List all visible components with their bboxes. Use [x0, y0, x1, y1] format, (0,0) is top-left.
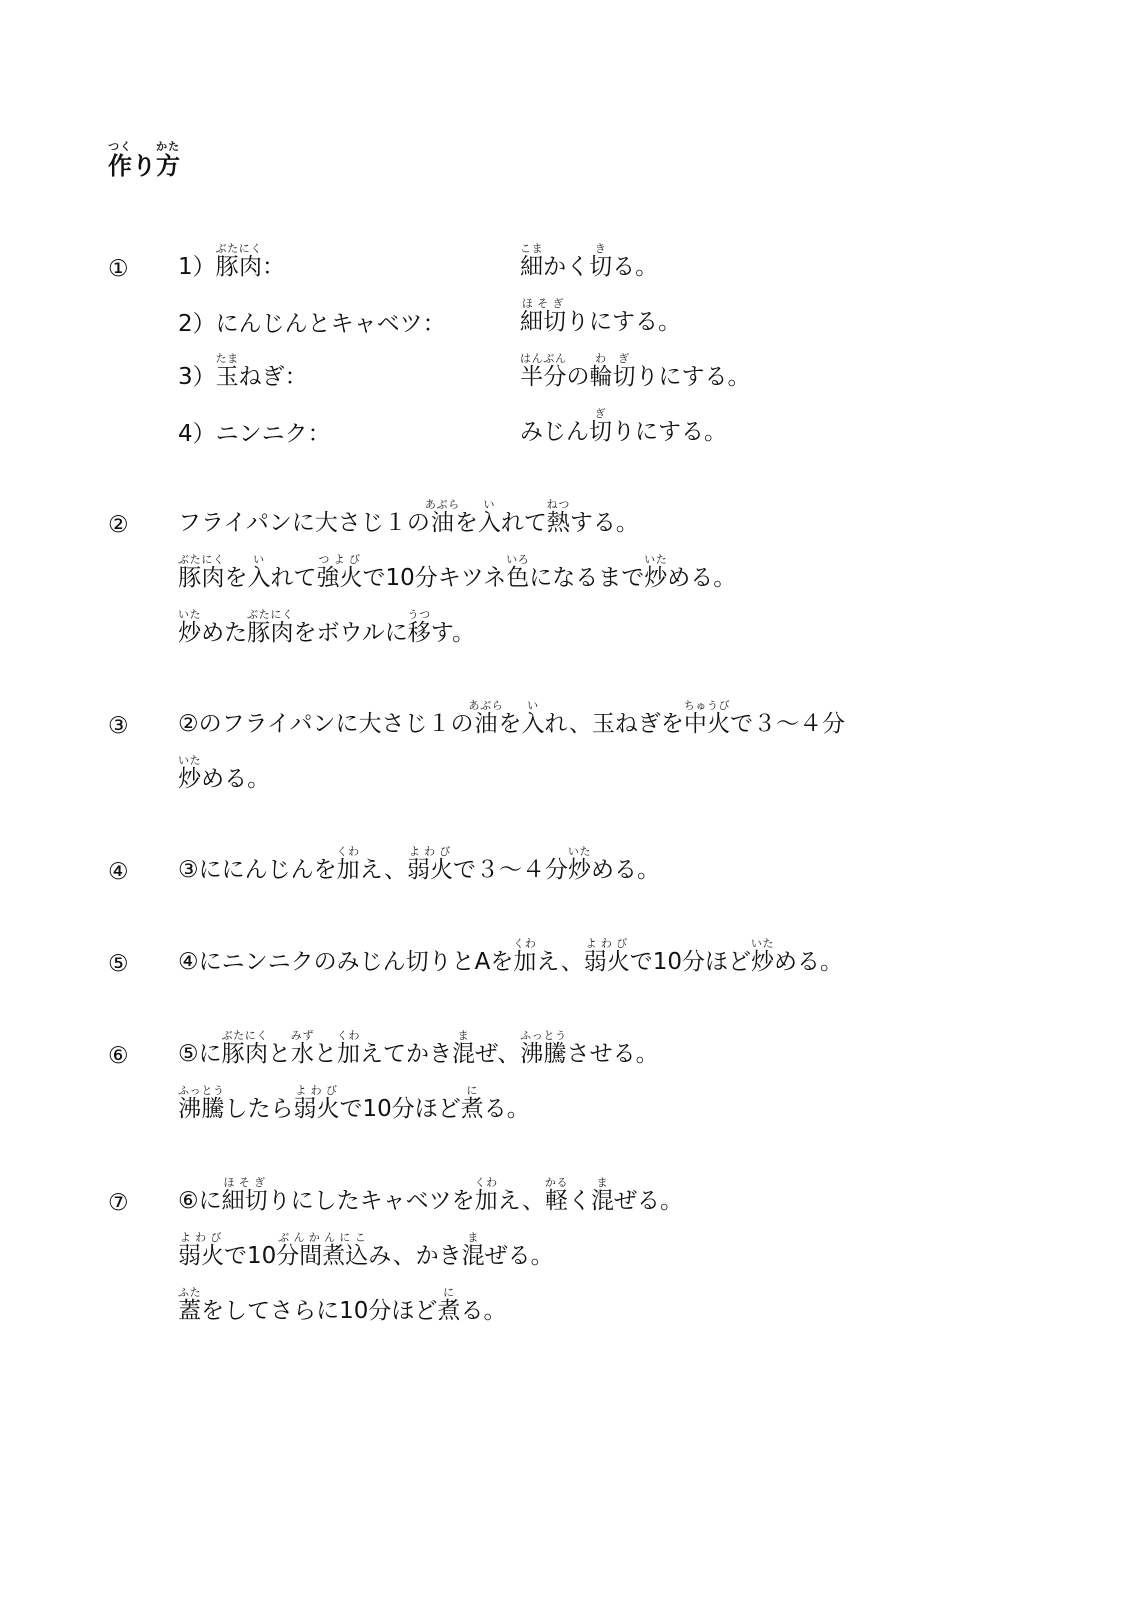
ruby-base: 蓋 — [178, 1298, 202, 1324]
ruby-base: 切 — [589, 254, 613, 280]
ruby-base: 入 — [477, 510, 501, 536]
ruby-reading: ふっとう — [520, 1029, 567, 1042]
step-number-3: ③ — [108, 713, 129, 739]
ruby-base: 水 — [290, 1041, 315, 1067]
ruby-base: 切 — [589, 419, 612, 445]
ruby — [178, 754, 202, 792]
ruby-base: 沸騰 — [520, 1041, 567, 1067]
ruby — [178, 553, 225, 591]
ruby-base: 豚肉 — [215, 254, 263, 280]
ruby-base: 熱 — [546, 510, 570, 536]
ruby — [221, 1029, 269, 1067]
step-3-line-2 — [178, 754, 270, 791]
text: フライパンに大さじ１の — [178, 510, 430, 536]
text: る。 — [483, 1096, 530, 1122]
title-rt-2: かた — [156, 140, 180, 153]
ruby-reading: に — [460, 1084, 484, 1097]
ruby-base: 半分 — [520, 364, 567, 390]
prep-text: りにする。 — [566, 309, 681, 335]
step-number-5: ⑤ — [108, 951, 129, 977]
text: める。 — [201, 766, 271, 792]
text: え、 — [497, 1188, 546, 1214]
ruby-reading: よわび — [583, 937, 630, 950]
ruby-base: 油 — [424, 510, 460, 536]
ruby — [407, 608, 431, 646]
step-2-line-1 — [178, 498, 639, 535]
title-rb-1: 作 — [108, 152, 132, 180]
text: で10分ほど — [339, 1096, 461, 1122]
ruby-reading: ぎ — [589, 407, 612, 420]
ruby-reading: い — [477, 498, 501, 511]
ruby — [293, 1084, 340, 1122]
text: りにしたキャベツを — [267, 1188, 475, 1214]
text: で10 — [224, 1243, 277, 1269]
text: え、 — [359, 857, 408, 883]
text: れて — [500, 510, 547, 536]
ruby — [520, 1029, 567, 1067]
ruby-reading: わぎ — [589, 352, 636, 365]
ruby — [589, 352, 636, 390]
ruby-reading: いた — [178, 608, 202, 621]
text: ぜ、 — [474, 1041, 521, 1067]
ruby-base: 弱火 — [293, 1096, 340, 1122]
step-7-line-2 — [178, 1231, 554, 1268]
ruby-base: 玉 — [215, 364, 239, 390]
step-4-line-1 — [178, 845, 660, 882]
ruby — [336, 1029, 361, 1067]
ruby-base: 細 — [520, 254, 544, 280]
ruby-reading: ほそぎ — [520, 297, 566, 310]
ruby-base: 色 — [506, 565, 530, 591]
text: をしてさらに10分ほど — [201, 1298, 438, 1324]
ruby-base: 沸騰 — [178, 1096, 225, 1122]
title-rb-2: 方 — [156, 152, 180, 180]
ruby-base: 分間煮込 — [276, 1243, 369, 1269]
ruby — [461, 1231, 485, 1269]
ruby — [521, 699, 545, 737]
ruby — [221, 1176, 268, 1214]
ruby-base: 豚肉 — [247, 620, 294, 646]
ingredient-label-onion — [178, 352, 308, 389]
step-3-line-1 — [178, 699, 845, 736]
ruby — [178, 1286, 202, 1324]
prep-text: る。 — [612, 254, 659, 280]
text: めた — [201, 620, 248, 646]
ruby-base: 入 — [521, 711, 545, 737]
ruby — [451, 1029, 475, 1067]
step-6-line-2 — [178, 1084, 530, 1121]
ingredient-label-carrot-cabbage: 2）にんじんとキャベツ： — [178, 311, 446, 337]
ruby-reading: ふた — [178, 1286, 202, 1299]
ruby-reading: ま — [451, 1029, 475, 1042]
ruby — [750, 937, 775, 975]
ruby-base: 輪切 — [589, 364, 636, 390]
ruby — [178, 1084, 225, 1122]
ruby-base: 加 — [336, 1041, 361, 1067]
ruby-reading: ほそぎ — [221, 1176, 268, 1189]
ruby — [178, 608, 202, 646]
ruby — [215, 242, 263, 280]
step-number-7: ⑦ — [108, 1190, 129, 1216]
ruby-base: 炒 — [567, 857, 592, 883]
ruby-reading: みず — [290, 1029, 315, 1042]
ruby — [336, 845, 360, 883]
title-rt-1: つく — [108, 140, 132, 153]
page-title — [108, 140, 180, 179]
prep-text: りにする。 — [635, 364, 751, 390]
text: める。 — [667, 565, 737, 591]
text: を — [454, 510, 478, 536]
text: ぜる。 — [614, 1188, 684, 1214]
step-7-line-1 — [178, 1176, 683, 1213]
step-5-line-1 — [178, 937, 843, 974]
step-7-line-3 — [178, 1286, 506, 1323]
ruby — [583, 937, 630, 975]
ruby-base: 炒 — [178, 766, 202, 792]
text: ③ににんじんを — [178, 857, 337, 883]
ruby — [589, 407, 612, 445]
ruby-reading: ぶんかんにこ — [276, 1231, 369, 1244]
step-number-1: ① — [108, 256, 129, 282]
ruby-base: 軽 — [544, 1188, 569, 1214]
ingredient-prep-onion — [520, 352, 750, 389]
ruby-reading: つよび — [316, 553, 363, 566]
ruby — [460, 1084, 484, 1122]
text: え、 — [536, 949, 584, 975]
ruby-reading: き — [589, 242, 613, 255]
title-ruby-1 — [108, 140, 132, 180]
ruby-base: 炒 — [644, 565, 668, 591]
ruby-base: 加 — [474, 1188, 498, 1214]
ruby-reading: いろ — [506, 553, 530, 566]
ruby — [474, 1176, 498, 1214]
ruby-reading: よわび — [407, 845, 453, 858]
ruby — [477, 498, 501, 536]
ruby — [546, 498, 570, 536]
ingredient-label-pork — [178, 242, 285, 279]
ruby-reading: ま — [591, 1176, 614, 1189]
ruby — [683, 699, 731, 737]
text: ⑤に — [178, 1041, 222, 1067]
text: をボウルに — [293, 620, 408, 646]
label-text: ねぎ： — [238, 364, 308, 390]
ruby — [276, 1231, 369, 1269]
ruby-base: 弱火 — [407, 857, 454, 883]
ruby-reading: い — [247, 553, 271, 566]
ruby — [247, 553, 271, 591]
ruby-base: 加 — [513, 949, 537, 975]
text: えてかき — [359, 1041, 452, 1067]
ruby-reading: あぶら — [424, 498, 460, 511]
ruby-base: 弱火 — [583, 949, 630, 975]
ruby-base: 炒 — [178, 620, 202, 646]
ruby — [424, 498, 460, 536]
step-number-2: ② — [108, 512, 129, 538]
ruby-base: 移 — [407, 620, 431, 646]
prep-text: かく — [543, 254, 590, 280]
ruby-reading: こま — [520, 242, 544, 255]
text: で３～４分 — [730, 711, 846, 737]
ruby-base: 細切 — [221, 1188, 268, 1214]
ruby-base: 炒 — [750, 949, 775, 975]
ruby-base: 混 — [451, 1041, 475, 1067]
step-2-line-3 — [178, 608, 475, 645]
ruby-reading: くわ — [474, 1176, 498, 1189]
ruby-reading: ねつ — [546, 498, 570, 511]
ruby-base: 細切 — [520, 309, 566, 335]
ruby-base: 混 — [591, 1188, 615, 1214]
text: み、かき — [368, 1243, 462, 1269]
text: で３～４分 — [453, 857, 569, 883]
ruby — [589, 242, 613, 280]
ruby — [247, 608, 294, 646]
ruby-reading: よわび — [178, 1231, 224, 1244]
text: ⑥に — [178, 1188, 222, 1214]
text: める。 — [591, 857, 661, 883]
ruby-base: 豚肉 — [221, 1041, 269, 1067]
ruby — [544, 1176, 569, 1214]
prep-text: の — [566, 364, 590, 390]
ruby-base: 強火 — [316, 565, 363, 591]
prep-text: みじん — [520, 419, 589, 445]
text: れて — [270, 565, 317, 591]
text: で10分ほど — [629, 949, 752, 975]
ruby — [520, 352, 567, 390]
ruby-reading: いた — [750, 937, 775, 950]
ruby-base: 煮 — [460, 1096, 484, 1122]
ruby — [407, 845, 454, 883]
ruby — [468, 699, 504, 737]
step-2-line-2 — [178, 553, 736, 590]
text: く — [568, 1188, 592, 1214]
ingredient-prep-garlic — [520, 407, 727, 444]
step-6-line-1 — [178, 1029, 659, 1066]
ruby-base: 油 — [468, 711, 504, 737]
text: になるまで — [529, 565, 645, 591]
text: を — [224, 565, 248, 591]
ruby-reading: くわ — [513, 937, 537, 950]
ruby — [215, 352, 239, 390]
ruby-reading: うつ — [407, 608, 431, 621]
ruby-reading: ちゅうび — [683, 699, 731, 712]
title-kana: り — [132, 152, 156, 180]
ruby-reading: くわ — [336, 845, 360, 858]
label-text: 3） — [178, 364, 216, 390]
ruby — [567, 845, 592, 883]
label-text: ： — [261, 254, 285, 280]
text: したら — [224, 1096, 294, 1122]
ruby — [520, 242, 544, 280]
ruby — [520, 297, 566, 335]
text: と — [313, 1041, 337, 1067]
ruby-reading: いた — [178, 754, 202, 767]
ruby-reading: ぶたにく — [178, 553, 225, 566]
ruby-reading: かる — [544, 1176, 569, 1189]
text: れ、玉ねぎを — [544, 711, 684, 737]
ruby-reading: ぶたにく — [247, 608, 294, 621]
text: ④にニンニクのみじん切りとAを — [178, 949, 514, 975]
ruby — [506, 553, 530, 591]
ruby-reading: くわ — [336, 1029, 361, 1042]
ruby-base: 煮 — [437, 1298, 461, 1324]
ruby — [644, 553, 668, 591]
text: す。 — [430, 620, 475, 646]
ingredient-prep-pork — [520, 242, 658, 279]
text: と — [267, 1041, 291, 1067]
title-ruby-2 — [156, 140, 180, 180]
ruby-reading: よわび — [293, 1084, 340, 1097]
ruby-reading: ま — [461, 1231, 485, 1244]
ruby-reading: ぶたにく — [221, 1029, 269, 1042]
ruby-reading: たま — [215, 352, 239, 365]
text: させる。 — [566, 1041, 659, 1067]
ingredient-prep-carrot-cabbage — [520, 297, 681, 334]
text: を — [498, 711, 522, 737]
text: る。 — [460, 1298, 507, 1324]
ruby-base: 豚肉 — [178, 565, 225, 591]
step-number-4: ④ — [108, 859, 129, 885]
text: する。 — [569, 510, 639, 536]
ruby-reading: あぶら — [468, 699, 504, 712]
ruby — [437, 1286, 461, 1324]
ruby-reading: いた — [644, 553, 668, 566]
text: で10分キツネ — [362, 565, 507, 591]
ingredient-label-garlic: 4）ニンニク： — [178, 421, 331, 447]
ruby-base: 中火 — [683, 711, 731, 737]
ruby — [591, 1176, 615, 1214]
ruby-reading: はんぶん — [520, 352, 567, 365]
ruby-reading: に — [437, 1286, 461, 1299]
prep-text: りにする。 — [612, 419, 727, 445]
text: ②のフライパンに大さじ１の — [178, 711, 474, 737]
text: める。 — [774, 949, 844, 975]
ruby-base: 入 — [247, 565, 271, 591]
ruby-base: 加 — [336, 857, 360, 883]
label-text: 1） — [178, 254, 216, 280]
ruby-reading: い — [521, 699, 545, 712]
ruby — [513, 937, 537, 975]
ruby — [178, 1231, 224, 1269]
ruby — [290, 1029, 315, 1067]
ruby-reading: いた — [567, 845, 592, 858]
step-number-6: ⑥ — [108, 1043, 129, 1069]
ruby-base: 混 — [461, 1243, 485, 1269]
ruby-reading: ふっとう — [178, 1084, 225, 1097]
ruby — [316, 553, 363, 591]
ruby-base: 弱火 — [178, 1243, 224, 1269]
ruby-reading: ぶたにく — [215, 242, 263, 255]
text: ぜる。 — [484, 1243, 554, 1269]
